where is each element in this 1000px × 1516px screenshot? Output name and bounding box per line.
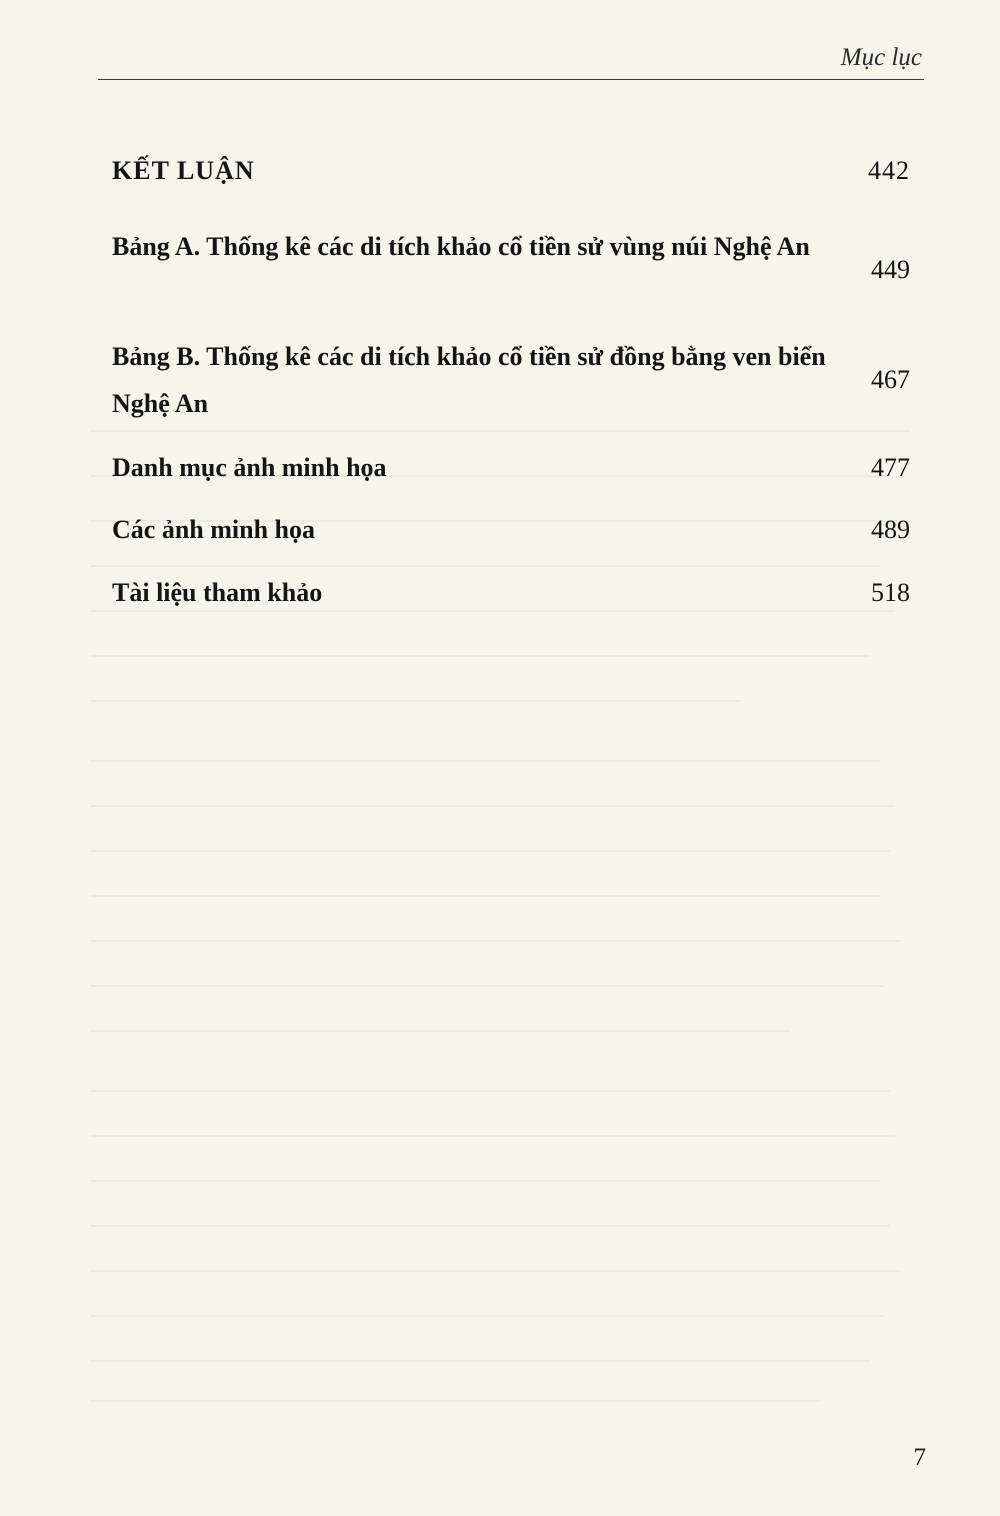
toc-entry-title: Tài liệu tham khảo: [112, 578, 323, 607]
page-number: 7: [913, 1444, 926, 1471]
toc-entry-page: 518: [871, 578, 910, 607]
toc-entry-page: 442: [868, 156, 910, 185]
toc-entry: [112, 147, 910, 194]
toc-entry-page: 467: [871, 365, 910, 394]
toc-entry: [112, 444, 910, 491]
toc-entry-page: 449: [871, 255, 910, 284]
toc-entry-title: Bảng B. Thống kê các di tích khảo cổ tiền sử đồng bằng ven biển Nghệ An: [112, 342, 826, 418]
toc-entry: [112, 333, 910, 427]
toc-entry-title: Bảng A. Thống kê các di tích khảo cổ tiền sử vùng núi Nghệ An: [112, 232, 810, 261]
toc-entry-title: Các ảnh minh họa: [112, 515, 315, 544]
toc-entry: [112, 506, 910, 553]
toc-entry-page: 477: [871, 453, 910, 482]
toc-entry: [112, 569, 910, 616]
toc-entry: [112, 223, 910, 284]
bleed-through-texture: [60, 270, 960, 1420]
running-header: Mục lục: [840, 44, 922, 71]
toc-entry-page: 489: [871, 515, 910, 544]
header-rule: [98, 79, 924, 80]
toc-entry-title: KẾT LUẬN: [112, 156, 255, 185]
toc-entry-title: Danh mục ảnh minh họa: [112, 453, 387, 482]
